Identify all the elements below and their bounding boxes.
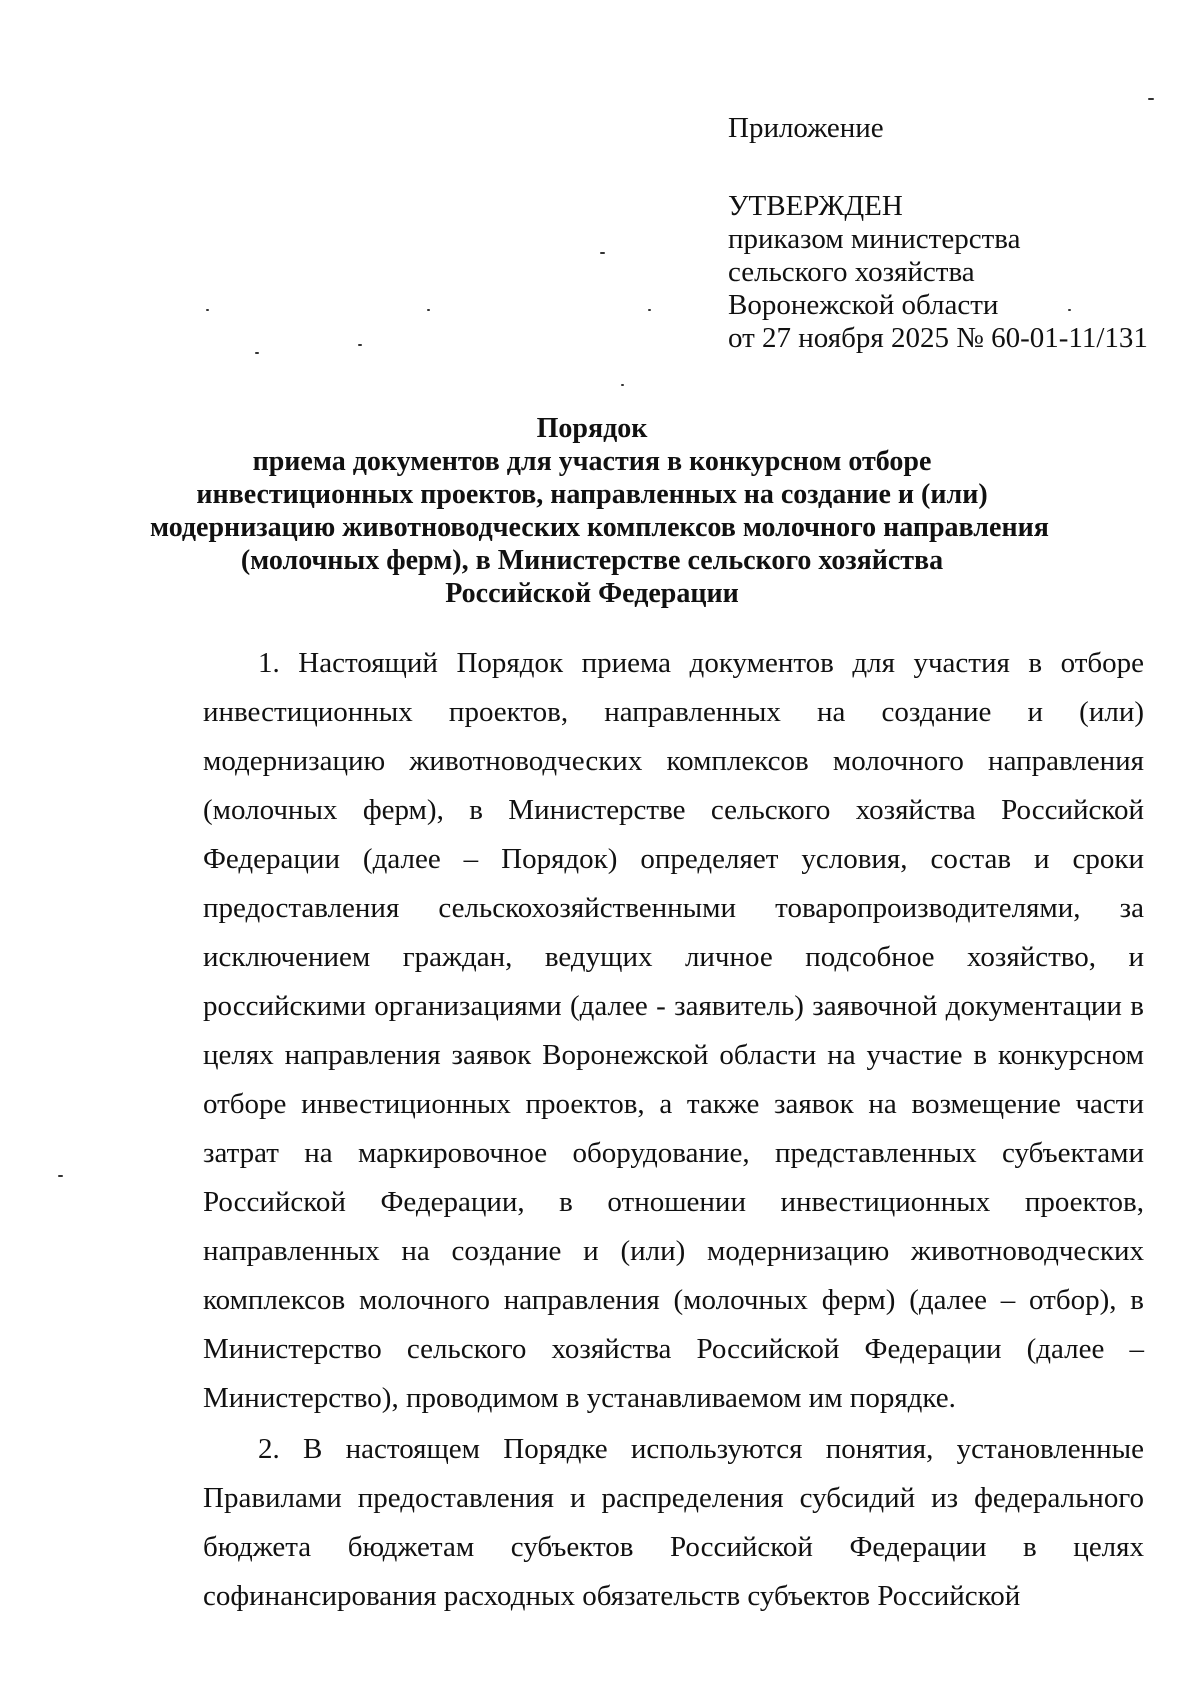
document-subtitle-line: приема документов для участия в конкурсном отборе	[252, 446, 932, 477]
document-subtitle-line: инвестиционных проектов, направленных на создание и (или)	[196, 479, 988, 510]
document-subtitle-line: Российской Федерации	[445, 578, 739, 609]
paragraph-1: 1. Настоящий Порядок приема документов для участия в отборе инвестиционных проектов, направленных на создание и (или) модернизацию животноводческих комплексов молочного направления (молочных ферм), в Министерстве сельского хозяйства Российской Федерации (далее – Порядок) определяет условия, состав и сроки предоставления сельскохозяйственными товаропроизводителями, за исключением граждан, ведущих личное подсобное хозяйство, и российскими организациями (далее - заявитель) заявочной документации в целях направления заявок Воронежской области на участие в конкурсном отборе инвестиционных проектов, а также заявок на возмещение части затрат на маркировочное оборудование, представленных субъектами Российской Федерации, в отношении инвестиционных проектов, направленных на создание и (или) модернизацию животноводческих комплексов молочного направления (молочных ферм) (далее – отбор), в Министерство сельского хозяйства Российской Федерации (далее – Министерство), проводимом в устанавливаемом им порядке.	[203, 647, 1144, 1414]
approval-block	[728, 112, 1148, 355]
annex-label: Приложение	[728, 112, 884, 144]
approval-line: Воронежской области	[728, 289, 999, 321]
document-body	[203, 639, 1144, 1621]
scan-speck	[255, 352, 259, 354]
document-subtitle-line: модернизацию животноводческих комплексов молочного направления	[150, 512, 1049, 543]
scan-speck	[358, 344, 362, 346]
approval-date-number: от 27 ноября 2025 № 60-01-11/131	[728, 322, 1148, 354]
scan-speck	[648, 309, 651, 311]
document-title: Порядок	[536, 413, 648, 444]
approved-stamp: УТВЕРЖДЕН	[728, 190, 903, 222]
scan-speck	[427, 309, 430, 311]
document-heading	[150, 412, 1049, 610]
scan-speck	[206, 309, 209, 311]
scan-speck	[58, 1175, 63, 1177]
document-subtitle-line: (молочных ферм), в Министерстве сельского хозяйства	[240, 545, 944, 576]
scan-speck	[621, 384, 624, 386]
paragraph-2: 2. В настоящем Порядке используются понятия, установленные Правилами предоставления и распределения субсидий из федерального бюджета бюджетам субъектов Российской Федерации в целях софинансирования расходных обязательств субъектов Российской	[203, 1433, 1144, 1612]
approval-line: приказом министерства	[728, 223, 1021, 255]
approval-line: сельского хозяйства	[728, 256, 975, 288]
scan-speck	[600, 252, 605, 254]
scan-speck	[1148, 98, 1154, 100]
